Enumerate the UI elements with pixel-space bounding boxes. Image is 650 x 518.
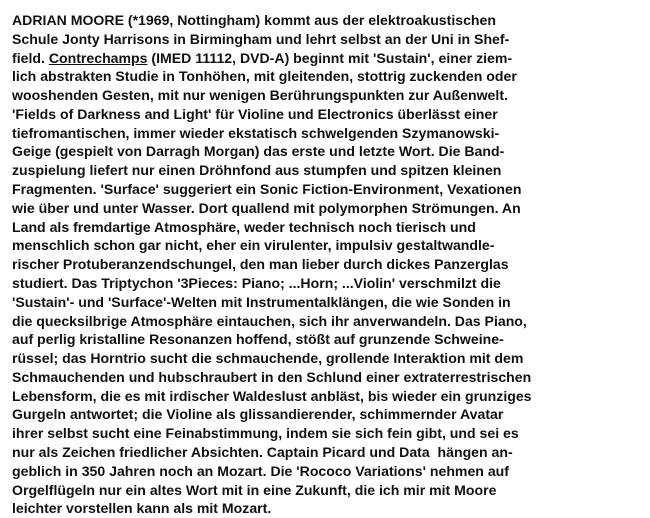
text-line <box>12 161 642 180</box>
text-line <box>12 67 642 86</box>
text-segment: zuspielung liefert nur einen Dröhnfond aus stumpfen und spitzen kleinen <box>12 162 502 179</box>
text-line <box>12 312 642 331</box>
text-segment: Land als fremdartige Atmosphäre, weder technisch noch tierisch und <box>12 218 476 235</box>
text-segment: ADRIAN MOORE (*1969, Nottingham) kommt aus der elektroakustischen <box>12 12 496 28</box>
text-segment: rüssel; das Horntrio sucht die schmauchende, grollende Interaktion mit dem <box>12 350 524 367</box>
text-line <box>12 124 642 143</box>
text-segment: geblich in 350 Jahren noch an Mozart. Die 'Rococo Variations' nehmen auf <box>12 462 509 479</box>
text-segment: nur als Zeichen friedlicher Absichten. Captain Picard und Data hängen an- <box>12 443 513 460</box>
text-line <box>12 387 642 406</box>
text-line <box>12 105 642 124</box>
text-line <box>12 86 642 105</box>
text-line <box>12 462 642 481</box>
text-segment: wooshenden Gesten, mit nur wenigen Berührungspunkten zur Außenwelt. <box>12 87 508 104</box>
text-segment: Orgelflügeln nur ein altes Wort mit in eine Zukunft, die ich mir mit Moore <box>12 481 497 498</box>
text-line <box>12 405 642 424</box>
text-segment: tiefromantischen, immer wieder ekstatisch schwelgenden Szymanowski- <box>12 124 500 141</box>
text-segment: 'Fields of Darkness and Light' für Violine und Electronics überlässt einer <box>12 105 498 122</box>
text-line <box>12 293 642 312</box>
text-line <box>12 443 642 462</box>
text-line <box>12 11 642 30</box>
text-line <box>12 349 642 368</box>
text-line <box>12 199 642 218</box>
text-segment: rischer Protuberanzendschungel, den man lieber durch dickes Panzerglas <box>12 256 509 273</box>
text-line <box>12 236 642 255</box>
text-segment: field. <box>12 49 49 66</box>
review-text-block <box>12 11 642 518</box>
text-line <box>12 499 642 518</box>
text-line <box>12 255 642 274</box>
text-segment: auf perlig kristalline Resonanzen hoffend, stößt auf grunzende Schweine- <box>12 331 504 348</box>
text-segment: Geige (gespielt von Darragh Morgan) das erste und letzte Wort. Die Band- <box>12 143 505 160</box>
text-segment: (IMED 11112, DVD-A) beginnt mit 'Sustain', einer ziem- <box>147 49 513 66</box>
text-segment: 'Sustain'- und 'Surface'-Welten mit Instrumentalklängen, die wie Sonden in <box>12 293 511 310</box>
text-line <box>12 30 642 49</box>
text-line <box>12 274 642 293</box>
text-segment: die quecksilbrige Atmosphäre eintauchen, sich ihr anverwandeln. Das Piano, <box>12 312 527 329</box>
text-segment: Gurgeln antwortet; die Violine als glissandierender, schimmernder Avatar <box>12 406 504 423</box>
text-segment: Schule Jonty Harrisons in Birmingham und lehrt selbst an der Uni in Shef- <box>12 30 510 47</box>
text-segment: Schmauchenden und hubschraubert in den Schlund einer extraterrestrischen <box>12 368 532 385</box>
text-segment: Lebensform, die es mit irdischer Waldeslust anbläst, bis wieder ein grunziges <box>12 387 532 404</box>
text-line <box>12 424 642 443</box>
text-line <box>12 218 642 237</box>
text-line <box>12 180 642 199</box>
text-line <box>12 330 642 349</box>
text-segment: Fragmenten. 'Surface' suggeriert ein Sonic Fiction-Environment, Vexationen <box>12 181 522 198</box>
text-segment: wie über und unter Wasser. Dort quallend mit polymorphen Strömungen. An <box>12 199 521 216</box>
text-line <box>12 481 642 500</box>
text-line <box>12 142 642 161</box>
text-segment: studiert. Das Triptychon '3Pieces: Piano; ...Horn; ...Violin' verschmilzt die <box>12 274 501 291</box>
album-title-underlined: Contrechamps <box>48 49 148 66</box>
text-segment: menschlich schon gar nicht, eher ein virulenter, impulsiv gestaltwandle- <box>12 237 495 254</box>
text-segment: ihrer selbst sucht eine Feinabstimmung, indem sie sich fein gibt, und sei es <box>12 425 519 442</box>
text-segment: leichter vorstellen kann als mit Mozart. <box>12 500 272 517</box>
text-segment: lich abstrakten Studie in Tonhöhen, mit gleitenden, stottrig zuckenden oder <box>12 68 517 85</box>
text-line <box>12 368 642 387</box>
text-line <box>12 49 642 68</box>
